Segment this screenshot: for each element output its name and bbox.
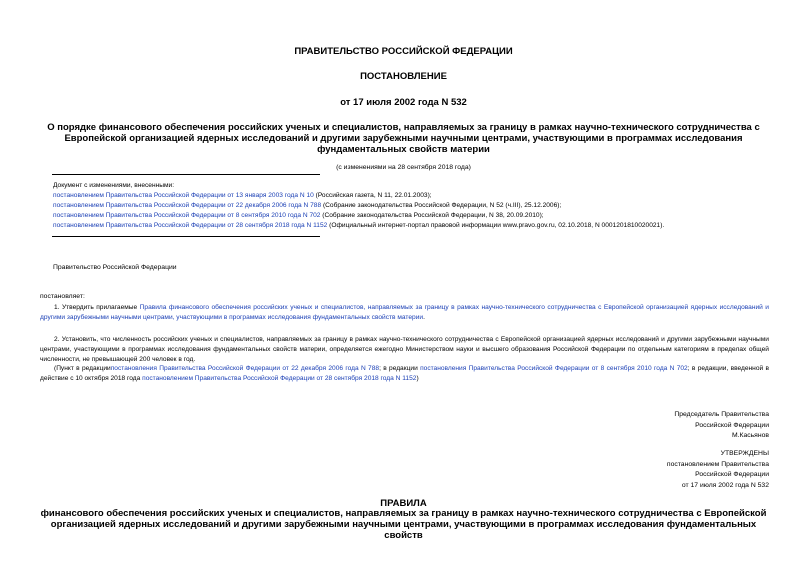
change-item xyxy=(53,211,793,221)
change-item xyxy=(53,191,793,201)
changes-top-divider xyxy=(52,174,320,175)
rules-heading: ПРАВИЛА xyxy=(380,498,427,509)
change-link-4[interactable]: постановлением Правительства Российской Федерации от 28 сентября 2018 года N 1152 xyxy=(53,222,328,229)
paragraph-3-note xyxy=(40,364,769,384)
amended-note: (с изменениями на 28 сентября 2018 года) xyxy=(336,164,471,171)
change-source-2: (Собрание законодательства Российской Федерации, N 52 (ч.III), 25.12.2006); xyxy=(321,202,562,209)
government-heading: ПРАВИТЕЛЬСТВО РОССИЙСКОЙ ФЕДЕРАЦИИ xyxy=(294,46,513,57)
decree-verb: постановляет: xyxy=(40,293,85,300)
p3-part-c: ; в редакции, введенной в действие с 10 октября 2018 года xyxy=(40,365,769,382)
signature-country: Российской Федерации xyxy=(695,421,769,429)
approved-date: от 17 июля 2002 года N 532 xyxy=(681,481,769,489)
changes-block xyxy=(53,181,793,231)
government-subject: Правительство Российской Федерации xyxy=(53,264,177,271)
change-link-3[interactable]: постановлением Правительства Российской Федерации от 8 сентября 2010 года N 702 xyxy=(53,212,321,219)
doc-date-number: от 17 июля 2002 года N 532 xyxy=(340,97,467,108)
approved-country: Российской Федерации xyxy=(695,471,769,478)
approved-label: УТВЕРЖДЕНЫ xyxy=(720,450,769,457)
signature-name: М.Касьянов xyxy=(731,432,769,439)
rules-link[interactable]: Правила финансового обеспечения российских ученых и специалистов, направляемых за границу в рамках научно-технического сотрудничества с Европейской организацией ядерных исследований и другими зарубежными научными центрами, участвующими в программах исследования фундаментальных свойств материи xyxy=(40,304,769,321)
p1-suffix: . xyxy=(423,314,425,321)
approved-by: постановлением Правительства xyxy=(666,460,769,468)
doc-type-heading: ПОСТАНОВЛЕНИЕ xyxy=(360,71,447,82)
changes-intro: Документ с изменениями, внесенными: xyxy=(53,182,175,189)
change-link-2[interactable]: постановлением Правительства Российской Федерации от 22 декабря 2006 года N 788 xyxy=(53,202,322,209)
p3-link-1[interactable]: постановления Правительства Российской Федерации от 22 декабря 2006 года N 788 xyxy=(110,365,380,372)
change-item xyxy=(53,201,793,211)
change-link-1[interactable]: постановлением Правительства Российской Федерации от 13 января 2003 года N 10 xyxy=(53,192,314,199)
approved-block xyxy=(569,449,769,491)
paragraph-1 xyxy=(40,303,769,323)
paragraph-2: 2. Установить, что численность российских ученых и специалистов, направляемых за границу в рамках научно-технического сотрудничества с Европейской организацией ядерных исследований и другими зарубежными научными центрами, участвующими в программах исследования фундаментальных свойств материи, определяется ежегодно Министерством науки и высшего образования Российской Федерации по отдельным категориям в пределах общей численности, не превышающей 200 человек в год. xyxy=(40,336,769,363)
change-item xyxy=(53,221,793,231)
change-source-1: (Российская газета, N 11, 22.01.2003); xyxy=(313,192,432,199)
p3-part-a: (Пункт в редакции xyxy=(54,365,111,372)
signature-block xyxy=(569,410,769,442)
p3-link-3[interactable]: постановлением Правительства Российской Федерации от 28 сентября 2018 года N 1152 xyxy=(142,375,417,382)
signature-position: Председатель Правительства xyxy=(674,411,769,418)
rules-title: финансового обеспечения российских ученых и специалистов, направляемых за границу в рамках научно-технического сотрудничества с Европейской организацией ядерных исследований и другими зарубежными научными центрами, участвующими в программах исследования фундаментальных свойств xyxy=(40,508,767,541)
p3-part-d: ) xyxy=(416,375,419,382)
change-source-4: (Официальный интернет-портал правовой информации www.pravo.gov.ru, 02.10.2018, N 0001201810020021). xyxy=(327,222,665,229)
p3-link-2[interactable]: постановления Правительства Российской Федерации от 8 сентября 2010 года N 702 xyxy=(420,365,688,372)
changes-bottom-divider xyxy=(52,236,320,237)
change-source-3: (Собрание законодательства Российской Федерации, N 38, 20.09.2010); xyxy=(320,212,544,219)
p1-prefix: 1. Утвердить прилагаемые xyxy=(54,304,140,311)
p3-part-b: ; в редакции xyxy=(379,365,421,372)
doc-title: О порядке финансового обеспечения российских ученых и специалистов, направляемых за границу в рамках научно-технического сотрудничества с Европейской организацией ядерных исследований и другими зарубежными научными центрами, участвующими в программах исследования фундаментальных свойств материи xyxy=(47,122,760,155)
